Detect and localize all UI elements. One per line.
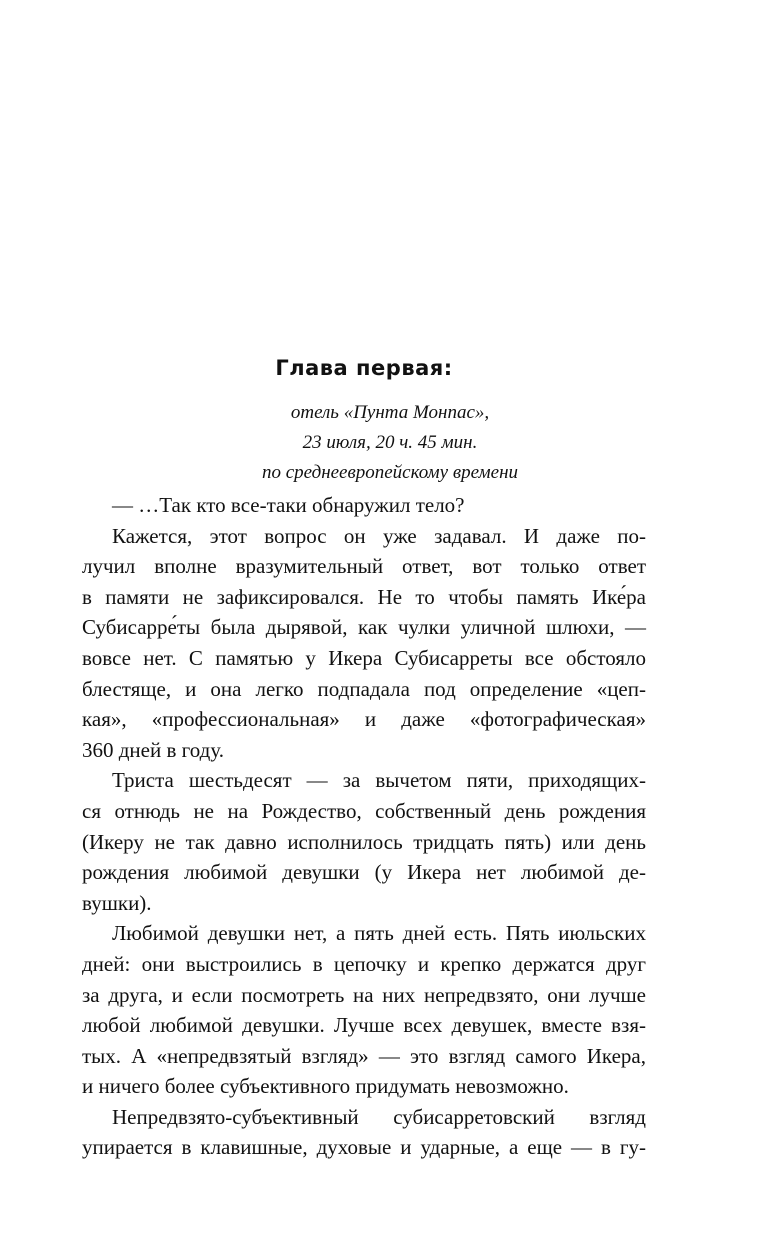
- text-line: 360 дней в году.: [82, 737, 224, 762]
- body-text: [82, 490, 646, 1163]
- text-line: в памяти не зафиксировался. Не то чтобы память Ике́ра: [82, 584, 646, 609]
- text-line: за друга, и если посмотреть на них непредвзято, они лучше: [82, 982, 646, 1007]
- text-line: тых. А «непредвзятый взгляд» — это взгляд самого Икера,: [82, 1043, 646, 1068]
- text-line: рождения любимой девушки (у Икера нет любимой де-: [82, 860, 646, 885]
- text-line: Субисарре́ты была дырявой, как чулки уличной шлюхи, —: [82, 615, 646, 640]
- subtitle-line: отель «Пунта Монпас»,: [290, 402, 490, 423]
- text-line: Триста шестьдесят — за вычетом пяти, приходящих-: [112, 768, 646, 793]
- text-line: вовсе нет. С памятью у Икера Субисарреты все обстояло: [82, 645, 646, 670]
- subtitle-line: 23 июля, 20 ч. 45 мин.: [302, 432, 478, 453]
- text-line: кая», «профессиональная» и даже «фотографическая»: [82, 707, 646, 732]
- subtitle-line: по среднеевропейскому времени: [261, 462, 519, 483]
- text-line: вушки).: [82, 890, 152, 915]
- text-line: лучил вполне вразумительный ответ, вот только ответ: [82, 554, 646, 579]
- text-line: Кажется, этот вопрос он уже задавал. И даже по-: [112, 523, 646, 548]
- text-line: ся отнюдь не на Рождество, собственный день рождения: [82, 798, 646, 823]
- text-line: дней: они выстроились в цепочку и крепко держатся друг: [82, 951, 646, 976]
- text-line: и ничего более субъективного придумать невозможно.: [82, 1074, 569, 1099]
- text-line: — …Так кто все-таки обнаружил тело?: [112, 493, 465, 517]
- text-line: (Икеру не так давно исполнилось тридцать пять) или день: [82, 829, 646, 854]
- text-line: любой любимой девушки. Лучше всех девушек, вместе взя-: [82, 1013, 646, 1038]
- text-line: Непредвзято-субъективный субисарретовский взгляд: [112, 1104, 646, 1129]
- chapter-subtitle: [0, 398, 768, 488]
- text-line: Любимой девушки нет, а пять дней есть. Пять июльских: [112, 921, 646, 946]
- chapter-title: Глава первая:: [275, 356, 453, 380]
- text-line: блестяще, и она легко подпадала под определение «цеп-: [82, 676, 646, 701]
- text-line: упирается в клавишные, духовые и ударные, а еще — в гу-: [82, 1135, 646, 1160]
